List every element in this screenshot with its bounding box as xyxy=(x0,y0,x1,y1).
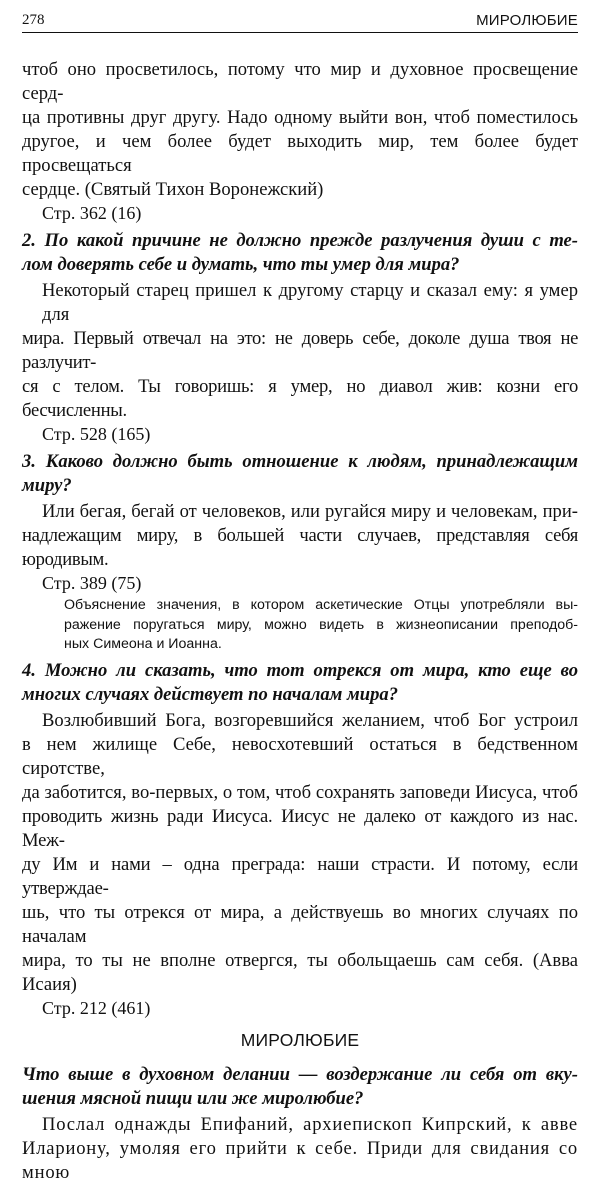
answer-5-paragraph: Послал однажды Епифаний, архиепископ Кипрский, к авве Илариону, умоляя его прийти к себе. Приди для свидания со мною xyxy=(22,1113,578,1183)
answer-3-footnote: Объяснение значения, в котором аскетические Отцы употребляли вы- ражение поругаться миру, можно видеть в жизнеописании преподоб- ных Симеона и Иоанна. xyxy=(64,597,578,652)
answer-2-paragraph: Некоторый старец пришел к другому старцу и сказал ему: я умер для мира. Первый отвечал на это: не доверь себе, доколе душа твоя не разлучит- ся с телом. Ты говоришь: я умер, но диавол жив: козни его бесчисленны. xyxy=(22,280,578,421)
question-4: 4. Можно ли сказать, что тот отрекся от мира, кто еще во многих случаях действует по началам мира? xyxy=(22,659,578,705)
page-content xyxy=(22,58,578,1185)
answer-3-reference: Стр. 389 (75) xyxy=(42,573,142,593)
answer-3-paragraph: Или бегая, бегай от человеков, или ругайся миру и человекам, при- надлежащим миру, в большей части случаев, представляя себя юродивым. xyxy=(22,501,578,570)
running-head: МИРОЛЮБИЕ xyxy=(476,12,578,29)
intro-paragraph: чтоб оно просветилось, потому что мир и духовное просвещение серд- ца противны друг другу. Надо одному выйти вон, чтоб поместилось другое, и чем более будет выходить мир, тем более будет просвещаться сердце. (Святый Тихон Воронежский) xyxy=(22,59,578,200)
answer-4-paragraph: Возлюбивший Бога, возгоревшийся желанием, чтоб Бог устроил в нем жилище Себе, невосхотевший остаться в бедственном сиротстве, да заботится, во-первых, о том, чтоб сохранять заповеди Иисуса, чтоб проводить жизнь ради Иисуса. Иисус не далеко от каждого из нас. Меж- ду Им и нами – одна преграда: наши страсти. И потому, если утверждае- шь, что ты отрекся от мира, а действуешь во многих случаях по началам мира, то ты не вполне отвергся, ты обольщаешь сам себя. (Авва Исаия) xyxy=(22,709,578,995)
question-2: 2. По какой причине не должно прежде разлучения души с те- лом доверять себе и думать, что ты умер для мира? xyxy=(22,230,578,275)
question-5: Что выше в духовном делании — воздержание ли себя от вку- шения мясной пищи или же миролюбие? xyxy=(22,1063,578,1109)
intro-reference: Стр. 362 (16) xyxy=(42,203,142,223)
section-title: МИРОЛЮБИЕ xyxy=(240,1029,360,1050)
page-number: 278 xyxy=(22,12,45,28)
page-header xyxy=(22,6,578,33)
answer-2-reference: Стр. 528 (165) xyxy=(42,424,151,444)
answer-4-reference: Стр. 212 (461) xyxy=(42,997,151,1018)
question-3: 3. Каково должно быть отношение к людям, принадлежащим миру? xyxy=(22,451,578,496)
